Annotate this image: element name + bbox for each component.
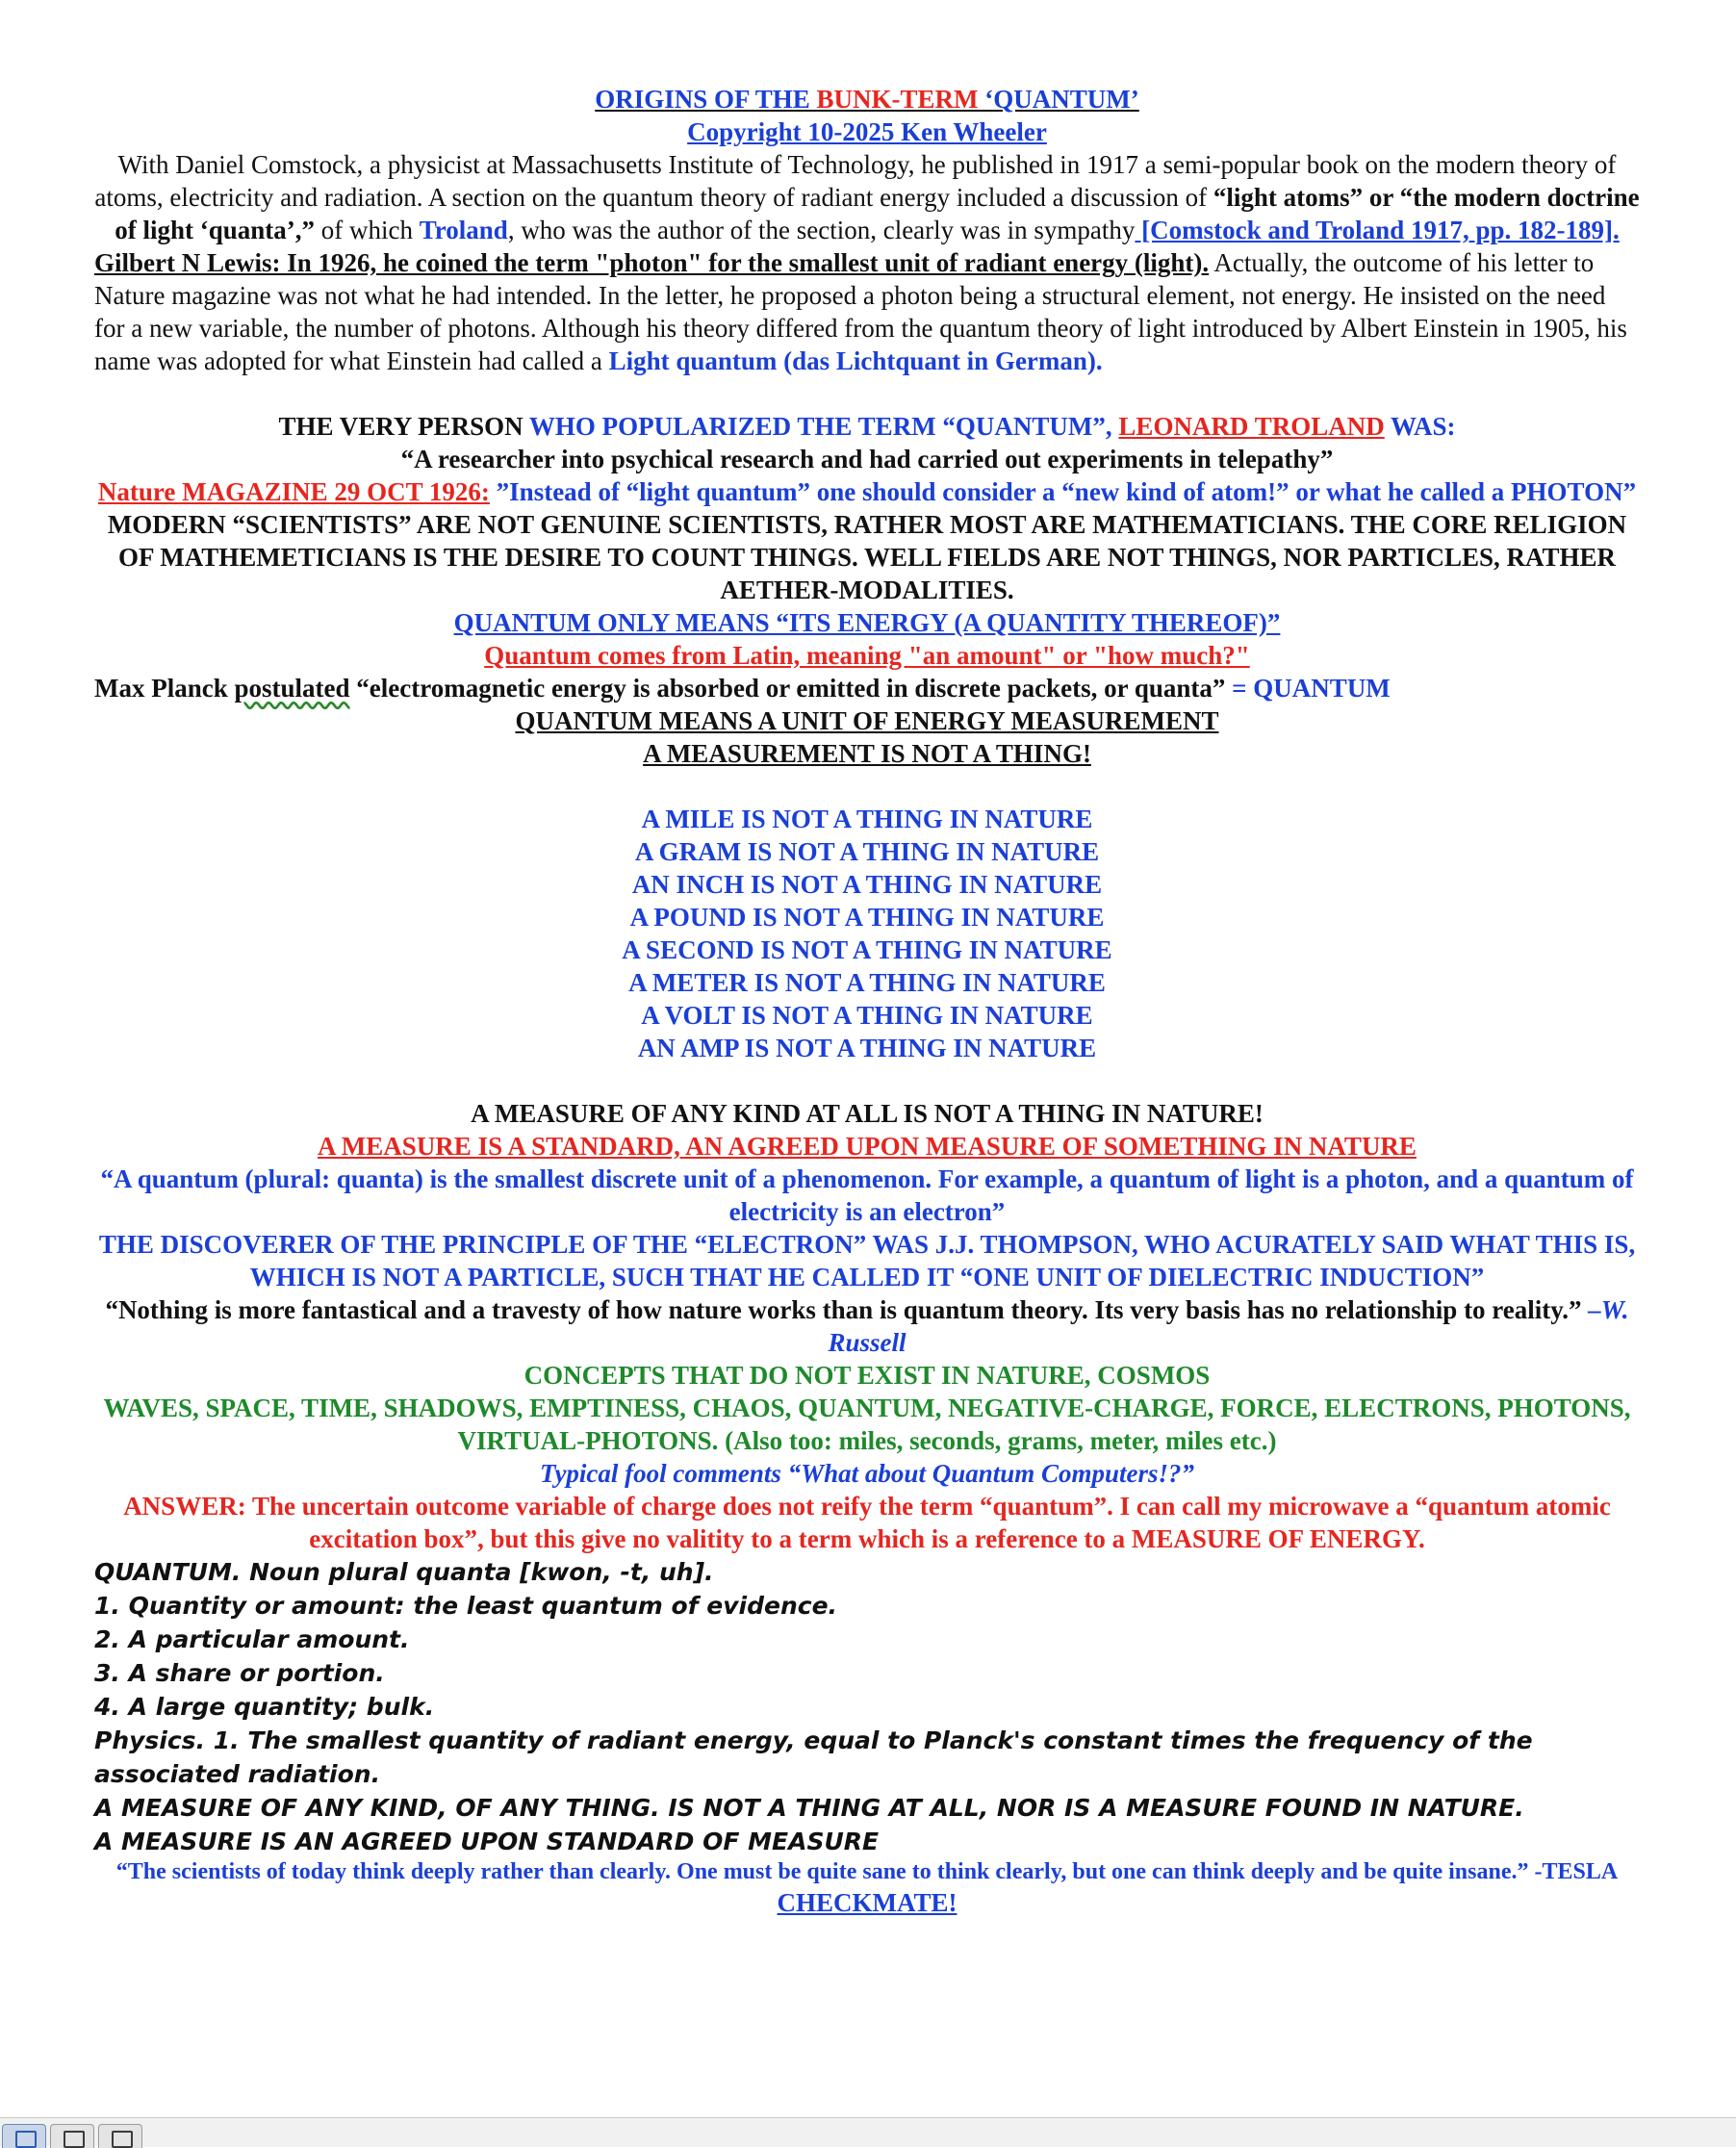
comstock-text-1: With Daniel Comstock, a physicist at Massachusetts Institute of Technology, he published in 1917 a semi-popular book on the modern theory of atoms, electricity and radiation. A section on the quantum theory of radiant energy included a discussion of (94, 150, 1617, 212)
measure-any-kind: A MEASURE OF ANY KIND AT ALL IS NOT A THING IN NATURE! (471, 1099, 1264, 1128)
troland-name: Troland (419, 216, 508, 244)
planck-line (94, 672, 1640, 704)
outline-view-icon (112, 2131, 133, 2148)
dictionary-line: 2. A particular amount. (94, 1625, 410, 1653)
comstock-citation: [Comstock and Troland 1917, pp. 182-189]. (1135, 216, 1620, 244)
nature-line (94, 475, 1640, 508)
checkmate: CHECKMATE! (777, 1888, 957, 1917)
spacer (94, 770, 1640, 803)
status-bar (0, 2117, 1736, 2147)
document-body (94, 83, 1640, 1919)
unit-line: A POUND IS NOT A THING IN NATURE (629, 903, 1105, 932)
comstock-text-3: , who was the author of the section, clearly was in sympathy (507, 216, 1136, 244)
units-list (94, 803, 1640, 1064)
nature-label: Nature MAGAZINE 29 OCT 1926: (97, 477, 490, 506)
spacer (94, 377, 1640, 410)
nature-quote: ”Instead of “light quantum” one should consider a “new kind of atom!” or what he called a PHOTON” (489, 477, 1637, 506)
lewis-text: Actually, the outcome of his letter to Nature magazine was not what he had intended. In the letter, he proposed a photon being a structural element, not energy. He insisted on the need for a new variable, the number of photons. Although his theory differed from the quantum theory of light introduced by Albert Einstein in 1905, his name was adopted for what Einstein had called a (94, 248, 1627, 375)
quantum-definition-quote: “A quantum (plural: quanta) is the smallest discrete unit of a phenomenon. For example, a quantum of light is a photon, and a quantum of electricity is an electron” (100, 1164, 1634, 1226)
dictionary-line: 3. A share or portion. (94, 1659, 385, 1687)
comstock-bold: “light atoms” or “the modern doctrine of light ‘quanta’,” (115, 183, 1640, 244)
comstock-text-2: of which (315, 216, 420, 244)
fool-comment: Typical fool comments “What about Quantum Computers!?” (539, 1459, 1195, 1488)
planck-postulated: postulated (234, 674, 350, 703)
dictionary-line: A MEASURE IS AN AGREED UPON STANDARD OF MEASURE (94, 1828, 880, 1855)
troland-heading-part-2: WHO POPULARIZED THE TERM “QUANTUM”, (528, 412, 1119, 441)
concepts-list: WAVES, SPACE, TIME, SHADOWS, EMPTINESS, CHAOS, QUANTUM, NEGATIVE-CHARGE, FORCE, ELECTRONS, PHOTONS, VIRTUAL-PHOTONS. (Also too: miles, seconds, grams, meter, miles etc.) (103, 1394, 1631, 1455)
title-part-3: ‘QUANTUM’ (978, 85, 1139, 114)
copyright-line: Copyright 10-2025 Ken Wheeler (687, 117, 1047, 146)
comstock-paragraph (94, 148, 1640, 246)
troland-heading (94, 410, 1640, 443)
title-part-1: ORIGINS OF THE (595, 85, 817, 114)
measurement-not-thing: A MEASUREMENT IS NOT A THING! (643, 739, 1091, 768)
russell-text: “Nothing is more fantastical and a travesty of how nature works than is quantum theory. Its very basis has no relationship to reality.” (105, 1295, 1589, 1324)
print-layout-view-icon (15, 2131, 37, 2148)
planck-part-1: Max Planck (94, 674, 235, 703)
quantum-means-energy: QUANTUM ONLY MEANS “ITS ENERGY (A QUANTITY THEREOF)” (453, 608, 1281, 637)
russell-quote (94, 1293, 1640, 1359)
latin-origin: Quantum comes from Latin, meaning "an amount" or "how much?" (484, 641, 1250, 670)
planck-quantum: = QUANTUM (1232, 674, 1391, 703)
dictionary-section (94, 1555, 1640, 1858)
dictionary-line: 1. Quantity or amount: the least quantum of evidence. (94, 1592, 838, 1620)
dictionary-line: QUANTUM. Noun plural quanta [kwon, -t, uh]. (94, 1558, 714, 1586)
troland-heading-part-1: THE VERY PERSON (278, 412, 529, 441)
print-layout-view-button[interactable] (2, 2124, 46, 2148)
dictionary-line: Physics. 1. The smallest quantity of radiant energy, equal to Planck's constant times the frequency of the associated radiation. (94, 1726, 1533, 1788)
lewis-blue-text: Light quantum (das Lichtquant in German). (608, 346, 1103, 375)
troland-heading-name: LEONARD TROLAND (1118, 412, 1385, 441)
troland-heading-part-4: WAS: (1384, 412, 1456, 441)
title-part-2: BUNK-TERM (816, 85, 979, 114)
unit-line: AN AMP IS NOT A THING IN NATURE (637, 1034, 1097, 1062)
telepathy-quote: “A researcher into psychical research and had carried out experiments in telepathy” (400, 445, 1334, 473)
modern-scientists-paragraph: MODERN “SCIENTISTS” ARE NOT GENUINE SCIENTISTS, RATHER MOST ARE MATHEMATICIANS. THE CORE RELIGION OF MATHEMETICIANS IS THE DESIRE TO COUNT THINGS. WELL FIELDS ARE NOT THINGS, NOR PARTICLES, RATHER AETHER-MODALITIES. (107, 510, 1627, 604)
lewis-paragraph (94, 246, 1640, 377)
answer-paragraph: ANSWER: The uncertain outcome variable of charge does not reify the term “quantum”. I can call my microwave a “quantum atomic excitation box”, but this give no valitity to a term which is a reference to a MEASURE OF ENERGY. (123, 1492, 1611, 1553)
dictionary-line: 4. A large quantity; bulk. (94, 1693, 435, 1721)
web-layout-view-icon (64, 2131, 85, 2148)
unit-line: A GRAM IS NOT A THING IN NATURE (634, 837, 1100, 866)
unit-line: A VOLT IS NOT A THING IN NATURE (641, 1001, 1093, 1030)
measure-is-standard: A MEASURE IS A STANDARD, AN AGREED UPON MEASURE OF SOMETHING IN NATURE (318, 1132, 1417, 1161)
unit-of-energy-line: QUANTUM MEANS A UNIT OF ENERGY MEASUREMENT (515, 706, 1219, 735)
document-title (94, 83, 1640, 115)
planck-part-3: “electromagnetic energy is absorbed or emitted in discrete packets, or quanta” (349, 674, 1233, 703)
outline-view-button[interactable] (98, 2124, 142, 2148)
web-layout-view-button[interactable] (50, 2124, 94, 2148)
russell-author: –W. Russell (828, 1295, 1629, 1357)
unit-line: A MILE IS NOT A THING IN NATURE (641, 805, 1093, 833)
unit-line: AN INCH IS NOT A THING IN NATURE (631, 870, 1103, 899)
tesla-quote: “The scientists of today think deeply rather than clearly. One must be quite sane to think clearly, but one can think deeply and be quite insane.” -TESLA (115, 1859, 1619, 1884)
dictionary-line: A MEASURE OF ANY KIND, OF ANY THING. IS NOT A THING AT ALL, NOR IS A MEASURE FOUND IN NATURE. (94, 1794, 1524, 1822)
thompson-paragraph: THE DISCOVERER OF THE PRINCIPLE OF THE “ELECTRON” WAS J.J. THOMPSON, WHO ACURATELY SAID WHAT THIS IS, WHICH IS NOT A PARTICLE, SUCH THAT HE CALLED IT “ONE UNIT OF DIELECTRIC INDUCTION” (98, 1230, 1636, 1291)
unit-line: A METER IS NOT A THING IN NATURE (628, 968, 1106, 997)
spacer (94, 1064, 1640, 1097)
unit-line: A SECOND IS NOT A THING IN NATURE (622, 935, 1112, 964)
lewis-heading: Gilbert N Lewis: In 1926, he coined the term "photon" for the smallest unit of radiant energy (light). (94, 248, 1210, 277)
concepts-title: CONCEPTS THAT DO NOT EXIST IN NATURE, COSMOS (523, 1361, 1211, 1390)
